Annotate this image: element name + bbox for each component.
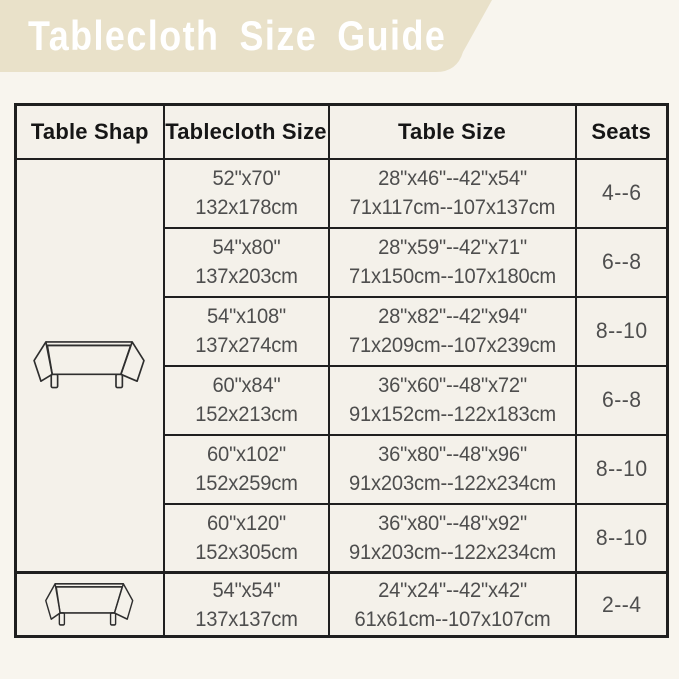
size-guide-table xyxy=(14,103,669,638)
tablecloth-size-value: 60"x120" 152x305cm xyxy=(194,511,298,564)
seats-value: 8--10 xyxy=(595,456,648,481)
tablecloth-size-value: 54"x80" 137x203cm xyxy=(194,236,298,288)
table-size-value: 24"x24"--42"x42" 61x61cm--107x107cm xyxy=(353,578,550,631)
seats-value: 4--6 xyxy=(601,180,641,205)
table-size-value: 36"x80"--48"x92" 91x203cm--122x234cm xyxy=(348,511,556,564)
tablecloth-size-value: 60"x102" 152x259cm xyxy=(194,443,298,495)
table-size-value: 28"x82"--42"x94" 71x209cm--107x239cm xyxy=(348,305,556,357)
header-row xyxy=(16,105,668,159)
seats-value: 6--8 xyxy=(601,249,641,274)
page-title: Tablecloth Size Guide xyxy=(28,13,447,59)
seats-value: 8--10 xyxy=(595,524,648,550)
table-size-value: 36"x80"--48"x96" 91x203cm--122x234cm xyxy=(348,443,556,495)
tablecloth-size-value: 52"x70" 132x178cm xyxy=(194,167,298,219)
table-row xyxy=(16,159,668,228)
table-size-value: 28"x46"--42"x54" 71x117cm--107x137cm xyxy=(349,167,555,219)
shape-cell-rectangle xyxy=(16,159,164,573)
square-tablecloth-icon xyxy=(45,582,135,628)
shape-cell-square xyxy=(16,573,164,637)
tablecloth-size-value: 54"x54" 137x137cm xyxy=(194,578,298,631)
seats-value: 8--10 xyxy=(595,318,648,343)
header-banner xyxy=(0,0,679,72)
rectangle-tablecloth-icon xyxy=(33,340,147,391)
table-size-value: 28"x59"--42"x71" 71x150cm--107x180cm xyxy=(348,236,556,288)
col-header-table-shape: Table Shap xyxy=(16,105,164,159)
seats-value: 2--4 xyxy=(601,591,641,617)
tablecloth-size-value: 54"x108" 137x274cm xyxy=(194,305,298,357)
col-header-seats: Seats xyxy=(576,105,668,159)
col-header-tablecloth-size: Tablecloth Size xyxy=(164,105,329,159)
tablecloth-size-value: 60"x84" 152x213cm xyxy=(194,374,298,426)
col-header-table-size: Table Size xyxy=(329,105,576,159)
table-row xyxy=(16,573,668,637)
seats-value: 6--8 xyxy=(601,387,641,412)
table-size-value: 36"x60"--48"x72" 91x152cm--122x183cm xyxy=(348,374,556,426)
